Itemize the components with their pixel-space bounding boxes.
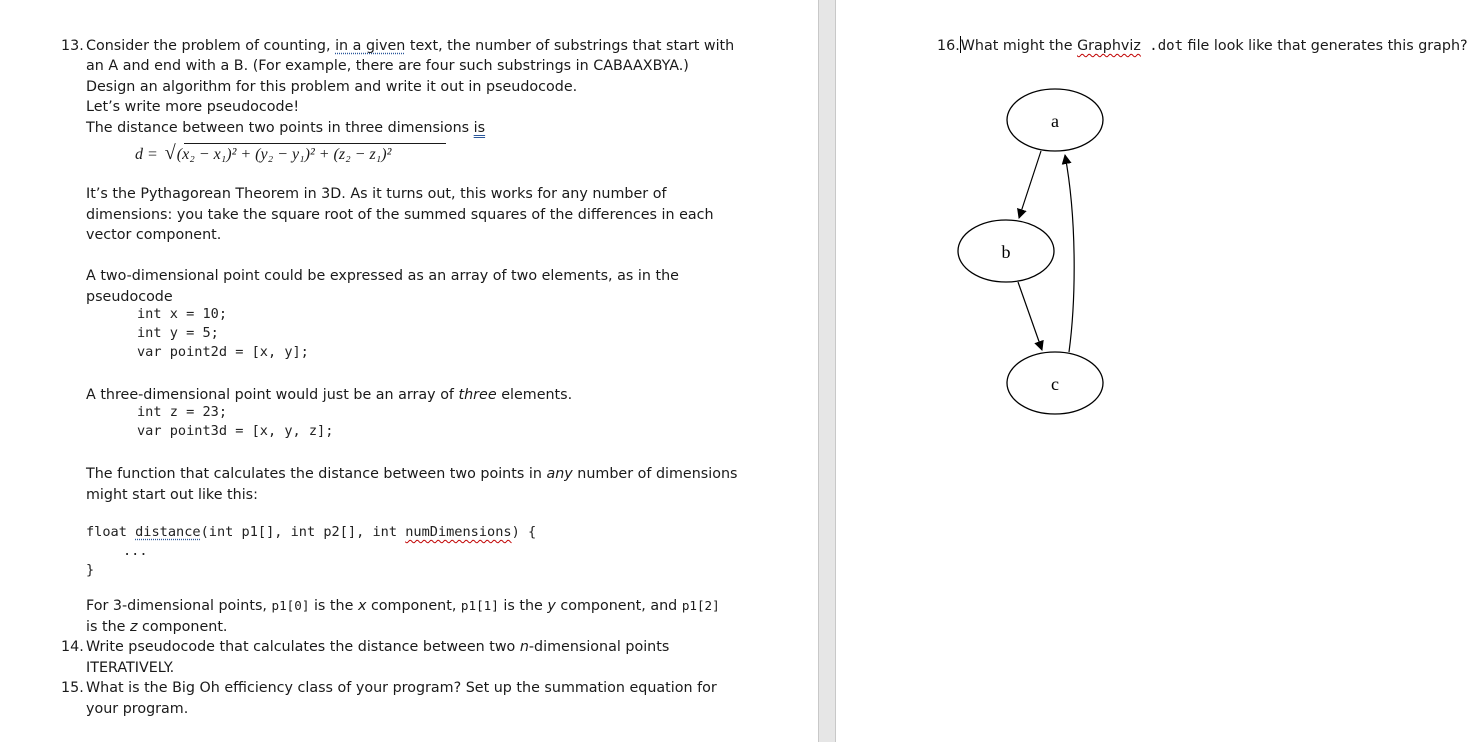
code2d-line1: int x = 10; — [137, 306, 228, 322]
node-b-label: b — [1001, 242, 1011, 262]
q13-line5: The distance between two points in three dimensions is — [86, 120, 486, 136]
is-grammar-flag[interactable]: is — [473, 120, 486, 136]
q15-line2: your program. — [86, 701, 189, 717]
right-page — [836, 0, 1471, 742]
para1-line2: dimensions: you take the square root of the summed squares of the differences in each — [86, 207, 714, 223]
para5-line2: is the z component. — [86, 619, 228, 635]
para3-line1: A three-dimensional point would just be an array of three elements. — [86, 387, 573, 403]
q13-line2: an A and end with a B. (For example, there are four such substrings in CABAAXBYA.) — [86, 58, 689, 74]
formula-body: (x₂ − x₁)² + (y₂ − y₁)² + (z₂ − z₁)² — [176, 146, 392, 163]
q15-number: 15. — [61, 680, 84, 696]
para5-line1: For 3-dimensional points, p1[0] is the x component, p1[1] is the y component, and p1[2] — [86, 598, 720, 614]
para1-line3: vector component. — [86, 227, 222, 243]
sqrt-sign: √ — [164, 142, 176, 164]
numdimensions-spelling-flag[interactable]: numDimensions — [405, 524, 512, 540]
q13-line4: Let’s write more pseudocode! — [86, 99, 300, 115]
code3d-line1: int z = 23; — [137, 404, 228, 420]
para4-line2: might start out like this: — [86, 487, 258, 503]
func-signature: float distance(int p1[], int p2[], int numDimensions) { — [86, 524, 537, 540]
edge-b-c — [1018, 282, 1042, 350]
distance-formula — [135, 143, 391, 165]
q13-line1: Consider the problem of counting, in a given text, the number of substrings that start with — [86, 38, 735, 54]
q16-text: 16.What might the Graphviz .dot file look like that generates this graph? — [937, 38, 1468, 54]
q14-number: 14. — [61, 639, 84, 655]
q13-line3: Design an algorithm for this problem and write it out in pseudocode. — [86, 79, 578, 95]
q16-number: 16. — [937, 38, 960, 54]
para4-line1: The function that calculates the distance between two points in any number of dimensions — [86, 466, 738, 482]
para2-line1: A two-dimensional point could be expressed as an array of two elements, as in the — [86, 268, 679, 284]
code2d-line2: int y = 5; — [137, 325, 219, 341]
node-c-label: c — [1051, 374, 1059, 394]
page-gutter — [818, 0, 836, 742]
node-a-label: a — [1051, 111, 1059, 131]
q15-line1: What is the Big Oh efficiency class of your program? Set up the summation equation for — [86, 680, 717, 696]
graphviz-spelling-flag[interactable]: Graphviz — [1077, 38, 1141, 54]
para2-line2: pseudocode — [86, 289, 173, 305]
sqrt-overbar — [184, 143, 446, 144]
edge-c-a — [1065, 155, 1074, 352]
code3d-line2: var point3d = [x, y, z]; — [137, 423, 334, 439]
q14-line1: Write pseudocode that calculates the distance between two n-dimensional points — [86, 639, 670, 655]
code2d-line3: var point2d = [x, y]; — [137, 344, 309, 360]
para1-line1: It’s the Pythagorean Theorem in 3D. As it turns out, this works for any number of — [86, 186, 667, 202]
func-close: } — [86, 562, 95, 578]
edge-a-b — [1019, 151, 1041, 218]
formula-lhs: d = — [135, 146, 158, 163]
distance-grammar-flag[interactable]: distance — [135, 524, 201, 540]
q14-line2: ITERATIVELY. — [86, 660, 175, 676]
q13-number: 13. — [61, 38, 84, 54]
graph-diagram — [836, 0, 1471, 742]
in-a-given-grammar-flag[interactable]: in a given — [335, 38, 406, 54]
func-body: ... — [123, 543, 148, 559]
